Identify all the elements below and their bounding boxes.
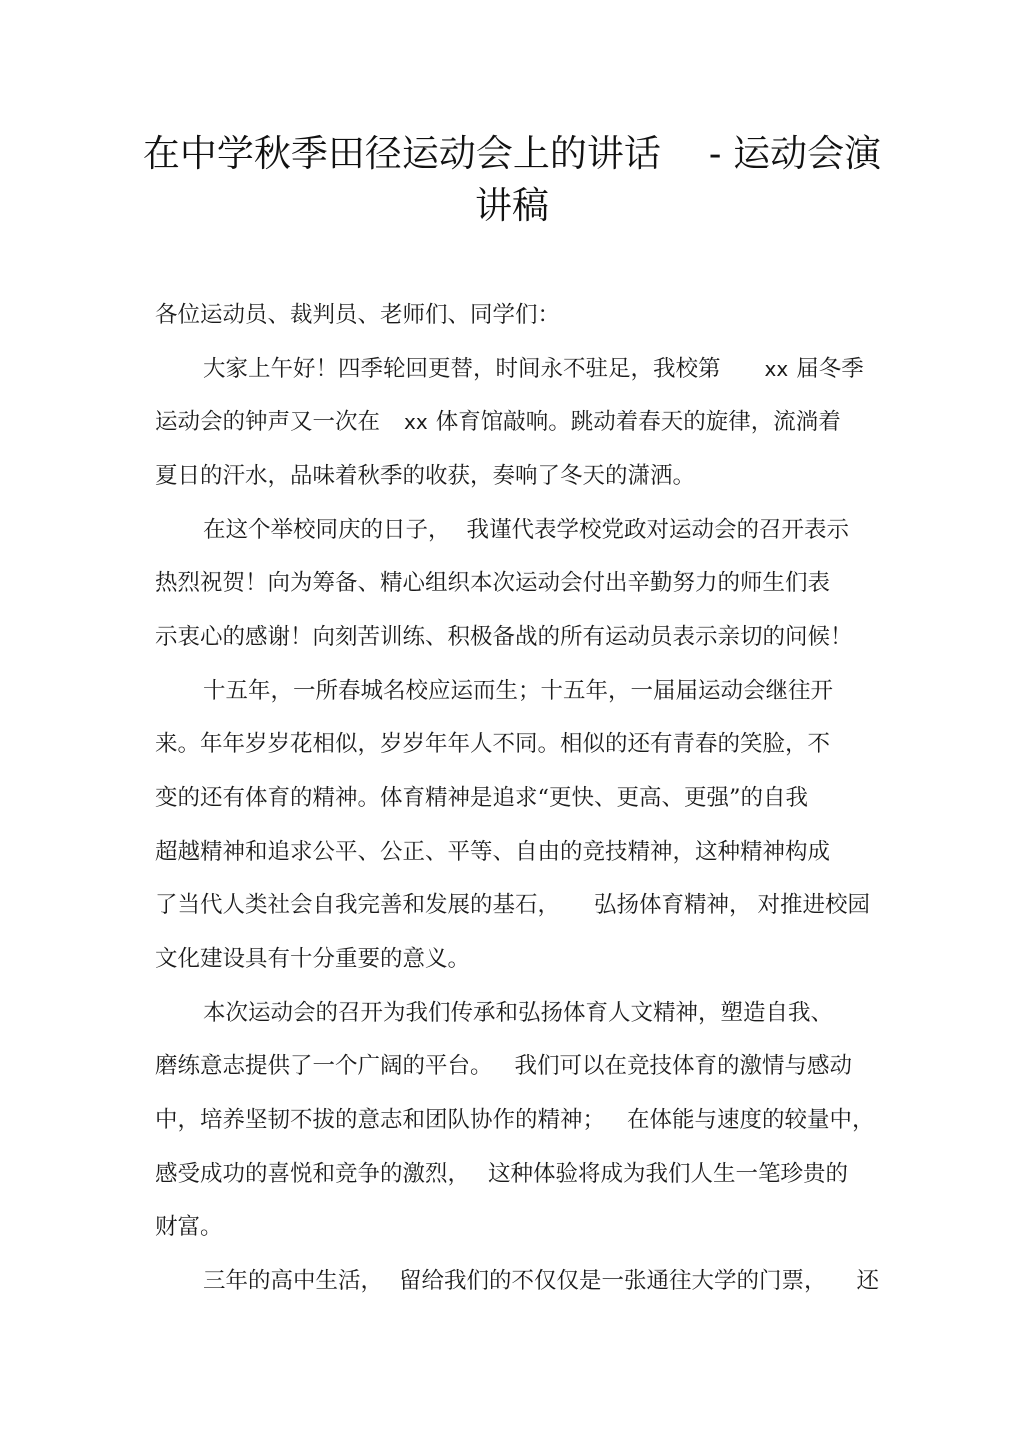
text-run: 在体能与速度的较量中，	[627, 1107, 875, 1133]
text-run: 感受成功的喜悦和竞争的激烈，	[155, 1161, 471, 1187]
text-run: xx	[404, 410, 428, 434]
text-run: 还	[856, 1268, 880, 1294]
document-title-line-2: 讲稿	[475, 184, 549, 227]
title-suffix: - 运动会演	[708, 132, 882, 175]
text-run: 届冬季	[796, 356, 864, 382]
text-run: 我谨代表学校党政对运动会的召开表示	[466, 517, 850, 543]
text-run: 了当代人类社会自我完善和发展的基石，	[155, 892, 561, 918]
paragraph-4-line-3	[155, 1105, 875, 1135]
text-run: xx	[764, 357, 789, 381]
paragraph-2-line-1	[203, 515, 849, 545]
paragraph-1-line-3: 夏日的汗水，品味着秋季的收获，奏响了冬天的潇洒。	[155, 463, 696, 489]
paragraph-2-line-2: 热烈祝贺！向为筹备、精心组织本次运动会付出辛勤努力的师生们表	[155, 570, 831, 596]
text-run: 在这个举校同庆的日子，	[203, 517, 451, 543]
paragraph-3-line-5	[155, 890, 870, 920]
text-run: 三年的高中生活，	[203, 1268, 384, 1294]
paragraph-5-line-1	[203, 1266, 879, 1296]
text-run: 大家上午好！四季轮回更替，时间永不驻足，我校第	[203, 356, 721, 382]
document-title-line-1	[140, 128, 884, 180]
paragraph-3-line-6: 文化建设具有十分重要的意义。	[155, 946, 471, 972]
text-run: 中，培养坚韧不拔的意志和团队协作的精神；	[155, 1107, 606, 1133]
text-run: 留给我们的不仅仅是一张通往大学的门票，	[399, 1268, 827, 1294]
text-run: 磨练意志提供了一个广阔的平台。	[155, 1053, 493, 1079]
paragraph-4-line-1: 本次运动会的召开为我们传承和弘扬体育人文精神，塑造自我、	[203, 1000, 834, 1026]
paragraph-3-line-4: 超越精神和追求公平、公正、平等、自由的竞技精神，这种精神构成	[155, 839, 831, 865]
paragraph-3-line-2: 来。年年岁岁花相似，岁岁年年人不同。相似的还有青春的笑脸，不	[155, 731, 831, 757]
paragraph-3-line-3: 变的还有体育的精神。体育精神是追求“更快、更高、更强”的自我	[155, 785, 809, 811]
paragraph-2-line-3: 示衷心的感谢！向刻苦训练、积极备战的所有运动员表示亲切的问候！	[155, 624, 853, 650]
text-run: 体育馆敲响。跳动着春天的旋律，流淌着	[435, 409, 841, 435]
paragraph-4-line-4	[155, 1159, 848, 1189]
text-run: 我们可以在竞技体育的激情与感动	[514, 1053, 853, 1079]
paragraph-4-line-2	[155, 1051, 852, 1081]
paragraph-1-line-1	[203, 354, 864, 384]
text-run: 对推进校园	[757, 892, 871, 918]
title-main: 在中学秋季田径运动会上的讲话	[142, 132, 661, 175]
text-run: 这种体验将成为我们人生一笔珍贵的	[488, 1161, 849, 1187]
paragraph-1-line-2	[155, 407, 841, 437]
text-run: 弘扬体育精神，	[594, 892, 752, 918]
salutation: 各位运动员、裁判员、老师们、同学们：	[155, 302, 561, 328]
paragraph-4-line-5: 财富。	[155, 1214, 223, 1240]
text-run: 运动会的钟声又一次在	[155, 409, 381, 435]
paragraph-3-line-1: 十五年，一所春城名校应运而生；十五年，一届届运动会继往开	[203, 678, 834, 704]
